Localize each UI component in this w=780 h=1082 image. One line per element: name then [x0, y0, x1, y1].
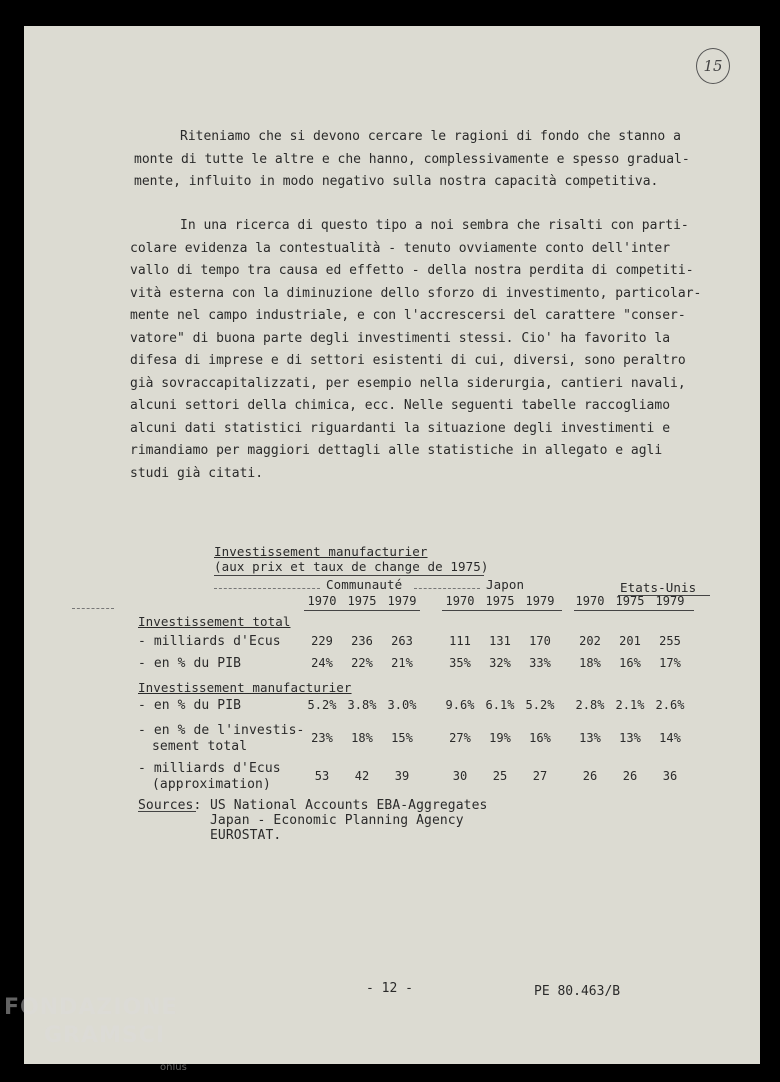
table-cell: 23% [311, 731, 333, 745]
document-page [24, 26, 760, 1064]
table-cell: 13% [579, 731, 601, 745]
row-label-continued: (approximation) [152, 777, 271, 792]
table-cell: 3.8% [347, 698, 377, 712]
margin-dash [72, 608, 114, 609]
paragraph-1 [134, 126, 690, 194]
source-line: US National Accounts EBA-Aggregates [210, 798, 488, 813]
table-cell: 201 [619, 634, 641, 648]
table-cell: 26 [622, 769, 638, 783]
table-cell: 263 [391, 634, 413, 648]
table-cell: 255 [659, 634, 681, 648]
paragraph-line: difesa di imprese e di settori esistenti di cui, diversi, sono peraltro [130, 353, 686, 368]
year-header: 1975 [347, 594, 377, 608]
table-cell: 39 [394, 769, 410, 783]
table-subtitle: (aux prix et taux de change de 1975) [214, 559, 489, 574]
paragraph-line: colare evidenza la contestualità - tenuto ovviamente conto dell'inter [130, 240, 671, 256]
year-header: 1970 [575, 594, 605, 608]
watermark-line2: GRAMSCI [44, 1023, 166, 1048]
source-line: EUROSTAT. [210, 828, 282, 843]
table-cell: 24% [311, 656, 333, 670]
year-header: 1979 [387, 594, 417, 608]
years-underline-communaute [304, 610, 420, 611]
row-label: - milliards d'Ecus [138, 634, 281, 649]
table-cell: 9.6% [445, 698, 475, 712]
table-cell: 32% [489, 656, 511, 670]
table-cell: 5.2% [307, 698, 337, 712]
table-cell: 229 [311, 634, 333, 648]
row-label-continued: sement total [152, 739, 248, 754]
table-cell: 15% [391, 731, 413, 745]
section-investissement-manufacturier: Investissement manufacturier [138, 680, 352, 695]
table-cell: 27 [532, 769, 548, 783]
table-cell: 236 [351, 634, 373, 648]
paragraph-line: già sovraccapitalizzati, per esempio nella siderurgia, cantieri navali, [130, 375, 686, 391]
table-cell: 13% [619, 731, 641, 745]
row-label: - milliards d'Ecus [138, 761, 281, 776]
table-cell: 19% [489, 731, 511, 745]
table-cell: 111 [449, 634, 471, 648]
year-header: 1979 [525, 594, 555, 608]
row-label: - en % du PIB [138, 656, 242, 671]
paragraph-line: In una ricerca di questo tipo a noi sembra che risalti con parti- [180, 218, 689, 233]
table-cell: 42 [354, 769, 370, 783]
table-cell: 22% [351, 656, 373, 670]
group-dash [214, 588, 320, 589]
table-cell: 2.6% [655, 698, 685, 712]
group-etats-unis: Etats-Unis [620, 580, 697, 595]
paragraph-line: alcuni dati statistici riguardanti la situazione degli investimenti e [130, 420, 671, 436]
group-japon: Japon [486, 577, 525, 592]
table-cell: 5.2% [525, 698, 555, 712]
paragraph-line: monte di tutte le altre e che hanno, complessivamente e spesso gradual- [134, 151, 690, 167]
paragraph-line: studi già citati. [130, 465, 264, 481]
watermark-line1: FONDAZIONE [4, 995, 178, 1020]
row-label: - en % du PIB [138, 698, 242, 713]
footer-reference: PE 80.463/B [534, 984, 621, 999]
table-cell: 27% [449, 731, 471, 745]
table-cell: 2.8% [575, 698, 605, 712]
table-cell: 17% [659, 656, 681, 670]
row-label: - en % de l'investis- [138, 723, 305, 738]
paragraph-line: mente nel campo industriale, e con l'accrescersi del carattere "conser- [130, 308, 686, 323]
year-header: 1970 [445, 594, 475, 608]
year-header: 1975 [615, 594, 645, 608]
table-cell: 16% [529, 731, 551, 745]
table-cell: 35% [449, 656, 471, 670]
subtitle-underline [214, 575, 484, 576]
watermark-logo [4, 994, 187, 1073]
paragraph-line: mente, influito in modo negativo sulla nostra capacità competitiva. [134, 174, 659, 189]
table-cell: 6.1% [485, 698, 515, 712]
watermark-line3: onlus [160, 1062, 187, 1073]
table-cell: 18% [351, 731, 373, 745]
group-dash [414, 588, 480, 589]
paragraph-line: vallo di tempo tra causa ed effetto - della nostra perdita di competiti- [130, 263, 694, 278]
years-underline-etats-unis [574, 610, 694, 611]
table-cell: 25 [492, 769, 508, 783]
table-cell: 26 [582, 769, 598, 783]
sources-underline [138, 811, 196, 812]
source-line: Japan - Economic Planning Agency [210, 813, 464, 828]
table-cell: 131 [489, 634, 511, 648]
table-cell: 170 [529, 634, 551, 648]
table-cell: 21% [391, 656, 413, 670]
paragraph-line: vatore" di buona parte degli investimenti stessi. Cio' ha favorito la [130, 330, 671, 346]
table-cell: 202 [579, 634, 601, 648]
circled-page-number: 15 [696, 48, 730, 84]
table-cell: 36 [662, 769, 678, 783]
sources-label: Sources: [138, 798, 202, 813]
paragraph-line: vità esterna con la diminuzione dello sforzo di investimento, particolar- [130, 285, 702, 301]
table-cell: 16% [619, 656, 641, 670]
section-investissement-total: Investissement total [138, 614, 291, 629]
year-header: 1979 [655, 594, 685, 608]
footer-page-number: - 12 - [366, 981, 413, 996]
table-cell: 14% [659, 731, 681, 745]
years-underline-japon [442, 610, 562, 611]
table-cell: 33% [529, 656, 551, 670]
paragraph-2 [130, 215, 701, 485]
year-header: 1975 [485, 594, 515, 608]
table-title: Investissement manufacturier [214, 544, 428, 559]
paragraph-line: rimandiamo per maggiori dettagli alle statistiche in allegato e agli [130, 443, 663, 458]
paragraph-line: alcuni settori della chimica, ecc. Nelle seguenti tabelle raccogliamo [130, 398, 671, 413]
group-communaute: Communauté [326, 577, 403, 592]
table-cell: 53 [314, 769, 330, 783]
table-cell: 18% [579, 656, 601, 670]
table-cell: 2.1% [615, 698, 645, 712]
table-cell: 30 [452, 769, 468, 783]
paragraph-line: Riteniamo che si devono cercare le ragioni di fondo che stanno a [180, 129, 681, 144]
table-cell: 3.0% [387, 698, 417, 712]
year-header: 1970 [307, 594, 337, 608]
